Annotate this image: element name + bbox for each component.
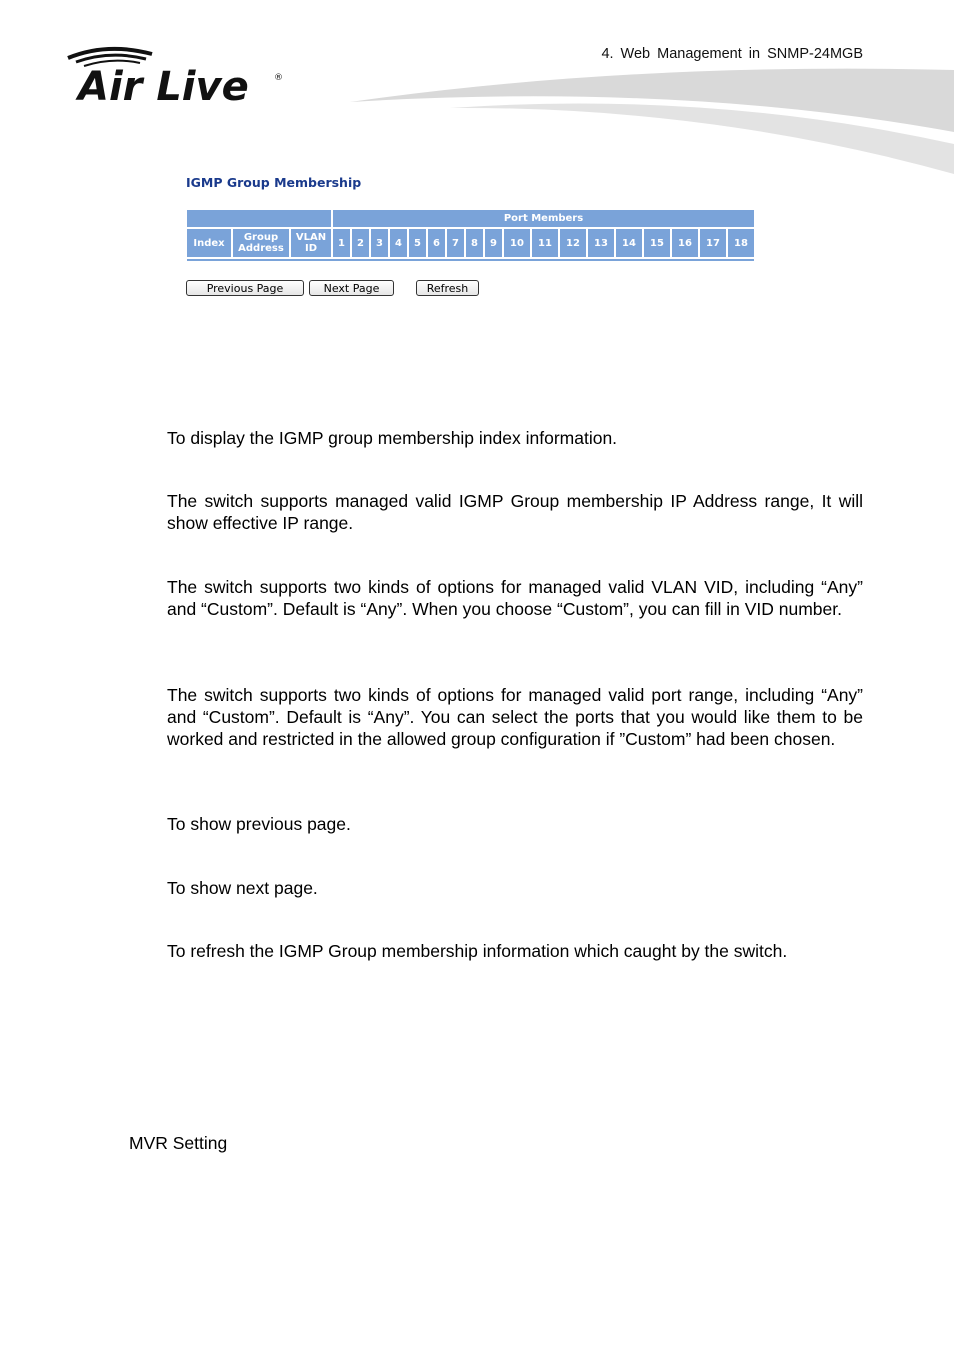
desc-group-address: The switch supports managed valid IGMP Group membership IP Address range, It will show effective IP range.	[167, 491, 863, 533]
airlive-logo	[62, 40, 292, 110]
port-15: 15	[644, 229, 670, 257]
port-3: 3	[371, 229, 388, 257]
desc-next-page: To show next page.	[167, 878, 318, 898]
chapter-header: 4. Web Management in SNMP-24MGB	[601, 46, 863, 62]
desc-vlan-id: The switch supports two kinds of options for managed valid VLAN VID, including “Any” and “Custom”. Default is “Any”. When you choose “Custom”, you can fill in VID number.	[167, 577, 863, 619]
port-members-header: Port Members	[333, 210, 754, 227]
port-11: 11	[532, 229, 558, 257]
section-title: MVR Setting	[129, 1133, 228, 1153]
desc-port-members: The switch supports two kinds of options for managed valid port range, including “Any” and “Custom”. Default is “Any”. You can select the ports that you would like them to be worked and restricted in the allowed group configuration if ”Custom” had been chosen.	[167, 685, 863, 749]
port-10: 10	[504, 229, 530, 257]
port-5: 5	[409, 229, 426, 257]
column-group-address: Group Address	[233, 229, 289, 257]
port-17: 17	[700, 229, 726, 257]
port-2: 2	[352, 229, 369, 257]
table-bottom-rule	[187, 259, 754, 261]
port-8: 8	[466, 229, 483, 257]
column-index: Index	[187, 229, 231, 257]
column-vlan-id: VLAN ID	[291, 229, 331, 257]
igmp-membership-table	[185, 208, 756, 263]
svg-text:®: ®	[274, 73, 283, 83]
desc-previous-page: To show previous page.	[167, 814, 351, 834]
port-1: 1	[333, 229, 350, 257]
port-7: 7	[447, 229, 464, 257]
port-13: 13	[588, 229, 614, 257]
header-swoosh	[330, 62, 954, 182]
table-header-blank	[187, 210, 331, 227]
port-4: 4	[390, 229, 407, 257]
desc-index: To display the IGMP group membership index information.	[167, 428, 618, 448]
port-6: 6	[428, 229, 445, 257]
igmp-title: IGMP Group Membership	[186, 175, 362, 190]
refresh-button[interactable]: Refresh	[416, 280, 479, 296]
port-18: 18	[728, 229, 754, 257]
port-12: 12	[560, 229, 586, 257]
port-9: 9	[485, 229, 502, 257]
port-14: 14	[616, 229, 642, 257]
logo-text: Air Live	[78, 64, 249, 110]
desc-refresh: To refresh the IGMP Group membership information which caught by the switch.	[167, 941, 788, 961]
next-page-button[interactable]: Next Page	[309, 280, 394, 296]
port-16: 16	[672, 229, 698, 257]
previous-page-button[interactable]: Previous Page	[186, 280, 304, 296]
